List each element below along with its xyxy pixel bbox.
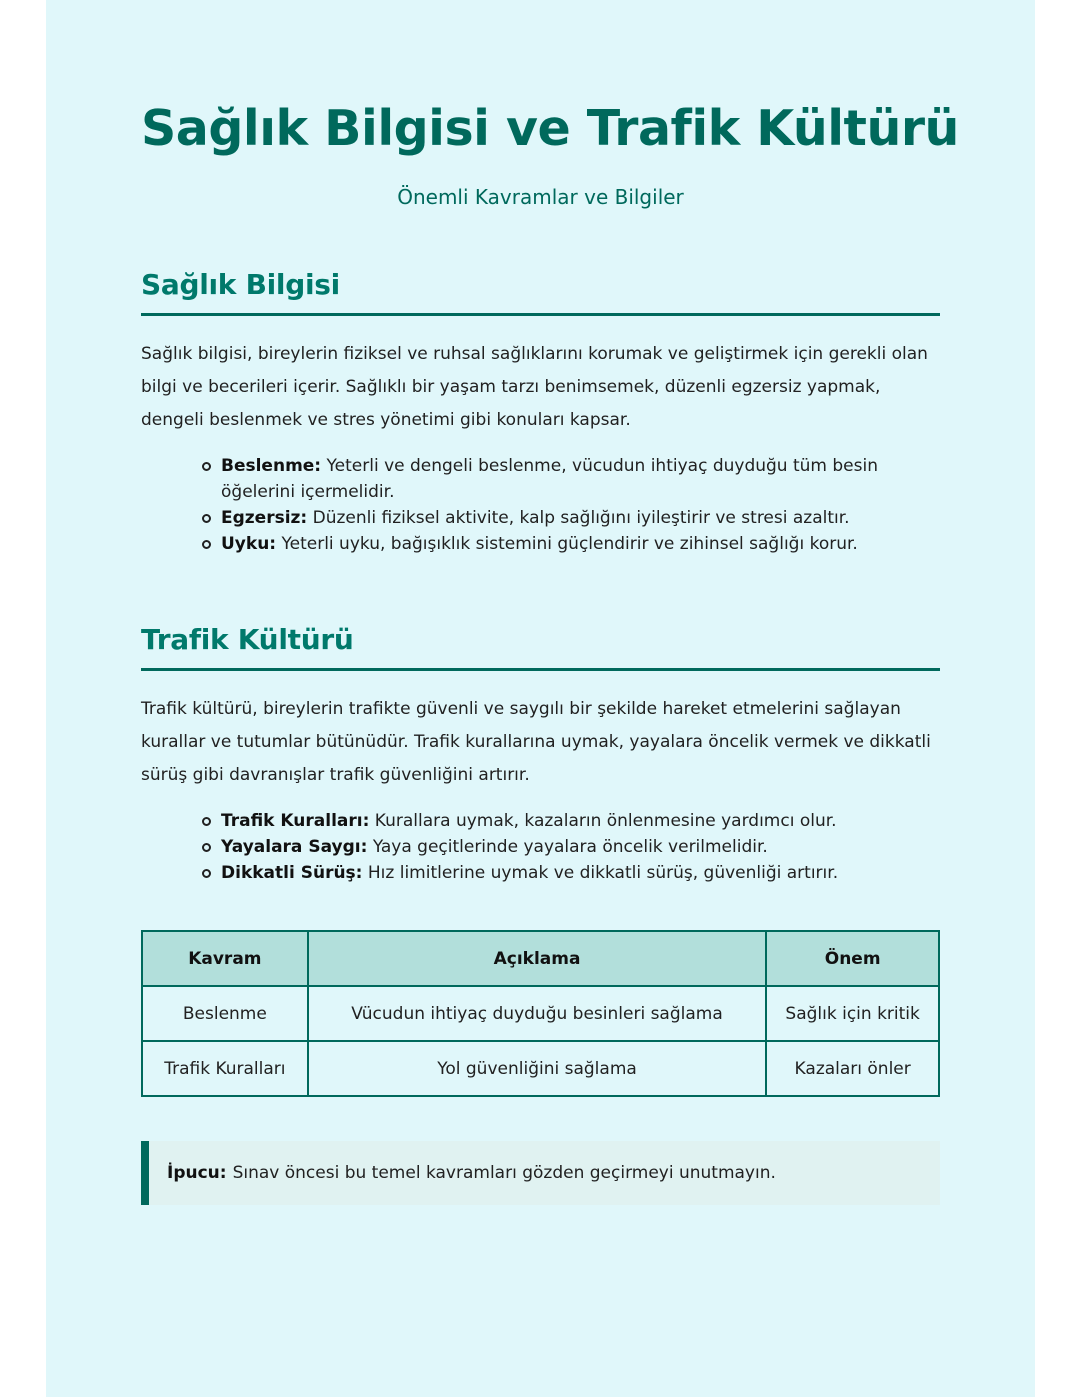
bullet-text: Kurallara uymak, kazaların önlenmesine yardımcı olur. — [374, 811, 837, 831]
bullet-text: Yeterli uyku, bağışıklık sistemini güçlendirir ve zihinsel sağlığı korur. — [281, 534, 858, 554]
page-subtitle: Önemli Kavramlar ve Bilgiler — [397, 185, 684, 209]
bullet-term: Uyku: — [221, 534, 277, 554]
section-traffic — [141, 623, 940, 886]
table-header-cell: Önem — [766, 931, 939, 986]
bullet-text: Yaya geçitlerinde yayalara öncelik verilmelidir. — [372, 837, 768, 857]
concept-table — [141, 930, 940, 1097]
section-health — [141, 268, 940, 557]
bullet-text: Yeterli ve dengeli beslenme, vücudun ihtiyaç duyduğu tüm besin öğelerini içermelidir. — [221, 456, 878, 502]
table-header-row — [142, 931, 939, 986]
tip-text: Sınav öncesi bu temel kavramları gözden geçirmeyi unutmayın. — [232, 1163, 776, 1183]
page — [46, 0, 1035, 1397]
table-header-cell: Açıklama — [308, 931, 767, 986]
section-heading-health: Sağlık Bilgisi — [141, 268, 940, 316]
bullet-term: Beslenme: — [221, 456, 322, 476]
table-cell: Beslenme — [142, 986, 308, 1041]
bullet-term: Trafik Kuralları: — [221, 811, 370, 831]
bullet-term: Egzersiz: — [221, 508, 308, 528]
table-row — [142, 1041, 939, 1096]
bullet-text: Hız limitlerine uymak ve dikkatli sürüş, güvenliği artırır. — [367, 863, 839, 883]
bullet-list-health — [141, 453, 940, 557]
table-cell: Trafik Kuralları — [142, 1041, 308, 1096]
bullet-text: Düzenli fiziksel aktivite, kalp sağlığını iyileştirir ve stresi azaltır. — [312, 508, 850, 528]
section-paragraph-health: Sağlık bilgisi, bireylerin fiziksel ve ruhsal sağlıklarını korumak ve geliştirmek için gerekli olan bilgi ve becerileri içerir. Sağlıklı bir yaşam tarzı benimsemek, düzenli egzersiz yapmak, dengeli beslenmek ve stres yönetimi gibi konuları kapsar. — [141, 344, 928, 430]
bullet-item — [221, 531, 940, 557]
bullet-term: Dikkatli Sürüş: — [221, 863, 363, 883]
table-cell: Vücudun ihtiyaç duyduğu besinleri sağlama — [308, 986, 767, 1041]
tip-label: İpucu: — [167, 1163, 227, 1183]
table-row — [142, 986, 939, 1041]
bullet-item — [221, 808, 940, 834]
bullet-item — [221, 505, 940, 531]
bullet-term: Yayalara Saygı: — [221, 837, 368, 857]
section-paragraph-traffic: Trafik kültürü, bireylerin trafikte güvenli ve saygılı bir şekilde hareket etmelerini sağlayan kurallar ve tutumlar bütünüdür. Trafik kurallarına uymak, yayalara öncelik vermek ve dikkatli sürüş gibi davranışlar trafik güvenliğini artırır. — [141, 699, 931, 785]
bullet-item — [221, 860, 940, 886]
table-header-cell: Kavram — [142, 931, 308, 986]
page-title: Sağlık Bilgisi ve Trafik Kültürü — [141, 100, 959, 157]
table-cell: Sağlık için kritik — [766, 986, 939, 1041]
section-heading-traffic: Trafik Kültürü — [141, 623, 940, 671]
table-cell: Yol güvenliğini sağlama — [308, 1041, 767, 1096]
tip-box — [141, 1141, 940, 1205]
bullet-item — [221, 453, 940, 505]
table-cell: Kazaları önler — [766, 1041, 939, 1096]
bullet-item — [221, 834, 940, 860]
bullet-list-traffic — [141, 808, 940, 886]
